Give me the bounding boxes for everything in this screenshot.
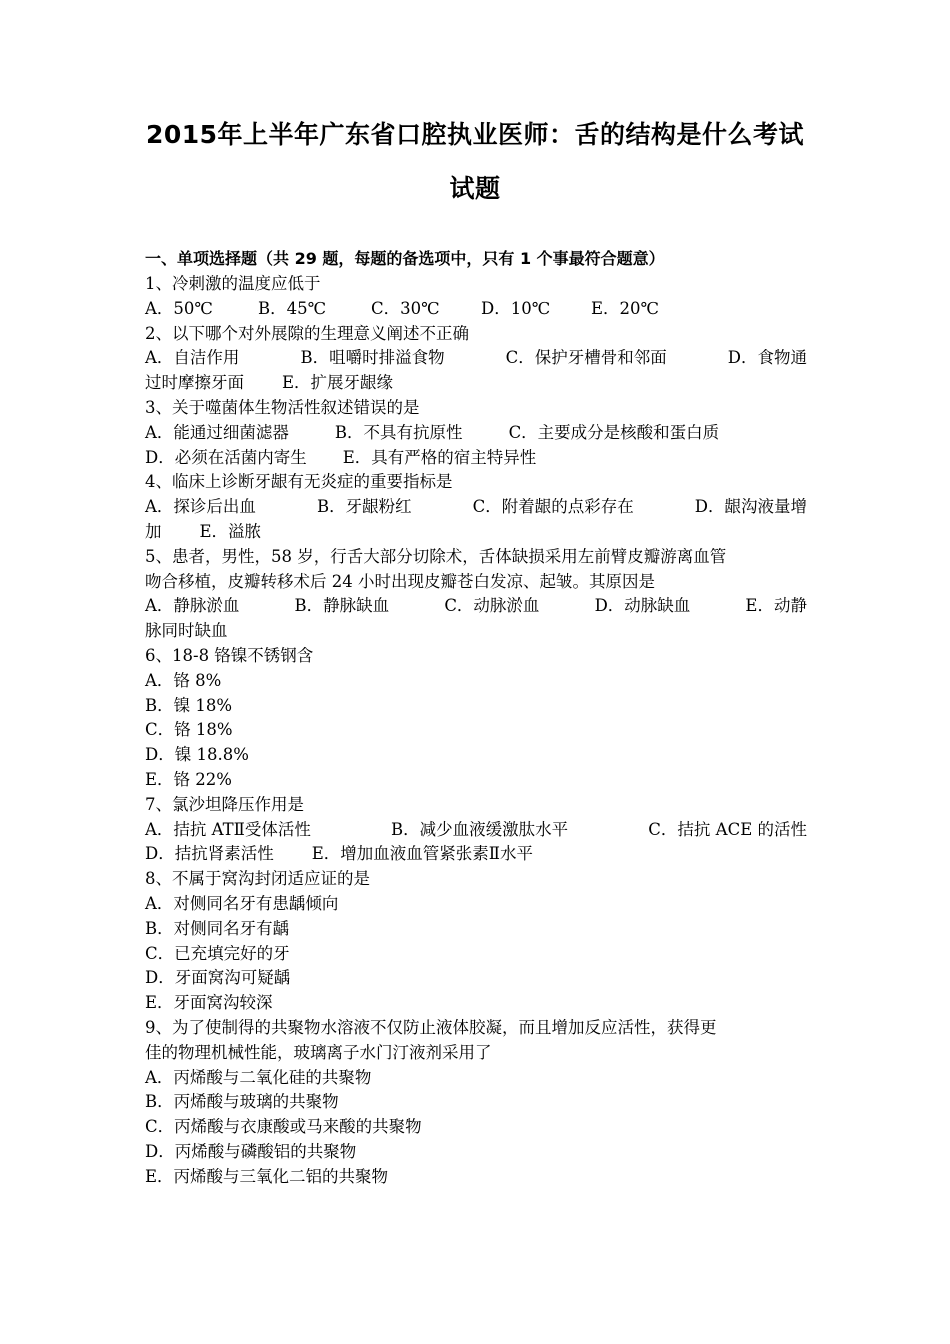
option: C．30℃ (371, 298, 440, 318)
option: C．动脉淤血 (444, 596, 540, 616)
question-stem: 9、为了使制得的共聚物水溶液不仅防止液体胶凝，而且增加反应活性，获得更 (145, 1017, 717, 1037)
option: D．龈沟液量增 (694, 497, 807, 517)
question-options (145, 346, 807, 371)
option: B．咀嚼时排溢食物 (300, 348, 445, 368)
option: A．自洁作用 (145, 348, 240, 368)
option: D．丙烯酸与磷酸铝的共聚物 (145, 1141, 357, 1161)
option: C．铬 18% (145, 720, 233, 740)
option: A．静脉淤血 (145, 596, 240, 616)
option: A．对侧同名牙有患龋倾向 (145, 893, 339, 913)
option: C．丙烯酸与衣康酸或马来酸的共聚物 (145, 1117, 422, 1137)
question-options (145, 495, 807, 520)
option: E．溢脓 (199, 521, 262, 541)
question-list (145, 272, 807, 1189)
option: A．探诊后出血 (145, 497, 256, 517)
option: D．牙面窝沟可疑龋 (145, 968, 291, 988)
option-continued: 加 (145, 521, 162, 541)
question-options (145, 594, 807, 619)
option: D．拮抗肾素活性 (145, 844, 274, 864)
question-options (145, 371, 807, 396)
option: B．对侧同名牙有龋 (145, 918, 290, 938)
option: E．具有严格的宿主特异性 (342, 447, 537, 467)
option: C．主要成分是核酸和蛋白质 (508, 422, 720, 442)
question-stem-continued: 佳的物理机械性能，玻璃离子水门汀液剂采用了 (145, 1042, 492, 1062)
question-stem: 8、不属于窝沟封闭适应证的是 (145, 869, 370, 889)
option: B．静脉缺血 (294, 596, 390, 616)
option: D．动脉缺血 (594, 596, 691, 616)
option: C．保护牙槽骨和邻面 (505, 348, 667, 368)
question-stem: 2、以下哪个对外展隙的生理意义阐述不正确 (145, 323, 469, 343)
option-continued: 脉同时缺血 (145, 621, 228, 641)
question-options (145, 842, 807, 867)
question-stem-continued: 吻合移植，皮瓣转移术后 24 小时出现皮瓣苍白发凉、起皱。其原因是 (145, 571, 655, 591)
option: D．10℃ (481, 298, 551, 318)
option: E．动静 (745, 596, 807, 616)
question-options (145, 818, 807, 843)
question-stem: 4、临床上诊断牙龈有无炎症的重要指标是 (145, 472, 453, 492)
option: E．铬 22% (145, 769, 232, 789)
option: B．减少血液缓激肽水平 (391, 819, 569, 839)
document-title: 2015年上半年广东省口腔执业医师：舌的结构是什么考试 (145, 120, 805, 149)
option: E．扩展牙龈缘 (282, 373, 394, 393)
question-stem: 7、氯沙坦降压作用是 (145, 794, 304, 814)
option: A．丙烯酸与二氧化硅的共聚物 (145, 1067, 372, 1087)
option: E．20℃ (591, 298, 659, 318)
option: D．镍 18.8% (145, 745, 249, 765)
question-options (145, 446, 807, 471)
question-options (145, 297, 807, 322)
option: A．50℃ (145, 298, 213, 318)
question-stem: 3、关于噬菌体生物活性叙述错误的是 (145, 397, 420, 417)
option: B．45℃ (258, 298, 327, 318)
option: D．必须在活菌内寄生 (145, 447, 307, 467)
option: A．能通过细菌滤器 (145, 422, 289, 442)
option: B．丙烯酸与玻璃的共聚物 (145, 1092, 339, 1112)
option: E．牙面窝沟较深 (145, 993, 273, 1013)
option-continued: 过时摩擦牙面 (145, 373, 244, 393)
question-options (145, 421, 807, 446)
question-stem: 6、18-8 铬镍不锈钢含 (145, 645, 314, 665)
option: C．附着龈的点彩存在 (472, 497, 634, 517)
question-stem: 5、患者，男性，58 岁，行舌大部分切除术，舌体缺损采用左前臂皮瓣游离血管 (145, 546, 727, 566)
question-options (145, 520, 807, 545)
option: B．牙龈粉红 (316, 497, 412, 517)
option: D．食物通 (727, 348, 807, 368)
option: B．镍 18% (145, 695, 233, 715)
option: E．丙烯酸与三氧化二铝的共聚物 (145, 1166, 389, 1186)
option: A．铬 8% (145, 670, 222, 690)
option: A．拮抗 ATⅡ受体活性 (145, 819, 311, 839)
question-stem: 1、冷刺激的温度应低于 (145, 274, 321, 293)
section-heading: 一、单项选择题（共 29 题，每题的备选项中，只有 1 个事最符合题意） (145, 249, 665, 268)
option: B．不具有抗原性 (334, 422, 463, 442)
option: C．已充填完好的牙 (145, 943, 290, 963)
option: E．增加血液血管紧张素Ⅱ水平 (311, 844, 533, 864)
option: C．拮抗 ACE 的活性 (648, 819, 807, 839)
document-title-continued: 试题 (449, 174, 501, 203)
